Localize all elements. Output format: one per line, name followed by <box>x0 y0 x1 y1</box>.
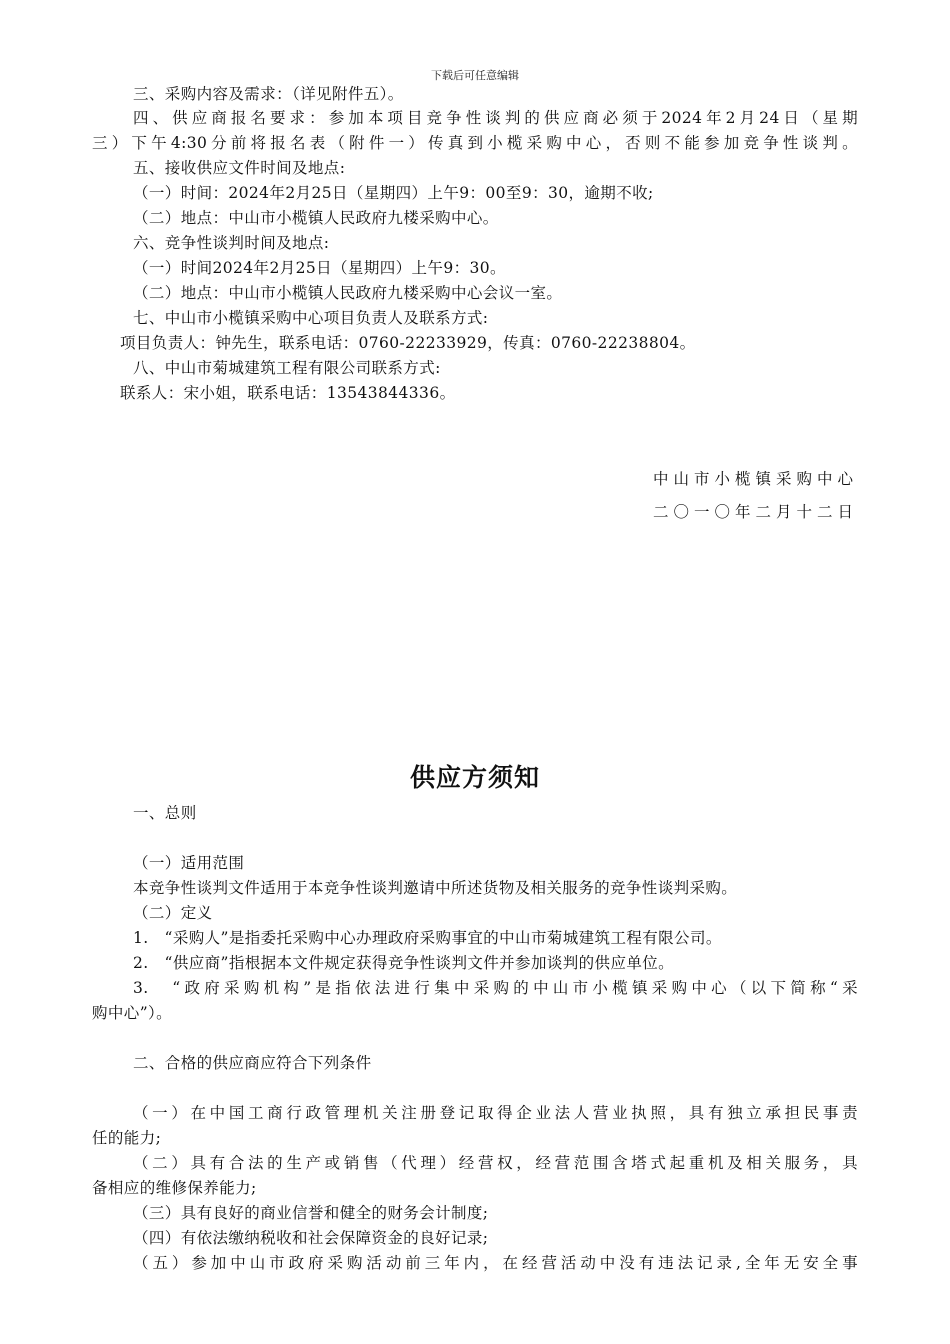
heading-qualifications: 二、合格的供应商应符合下列条件 <box>133 1054 372 1072</box>
para-line: （一）时间：2024年2月25日（星期四）上午9：00至9：30，逾期不收; <box>133 184 654 202</box>
header-note: 下载后可任意编辑 <box>431 69 519 82</box>
para-line: 购中心”）。 <box>92 1004 173 1022</box>
para-line: 1. “采购人”是指委托采购中心办理政府采购事宜的中山市菊城建筑工程有限公司。 <box>133 929 722 947</box>
para-line: （五）参加中山市政府采购活动前三年内，在经营活动中没有违法记录,全年无安全事 <box>133 1254 858 1272</box>
para-line: 本竞争性谈判文件适用于本竞争性谈判邀请中所述货物及相关服务的竞争性谈判采购。 <box>133 879 738 897</box>
para-line: 联系人：宋小姐，联系电话：13543844336。 <box>120 384 456 402</box>
para-line: （二）地点：中山市小榄镇人民政府九楼采购中心会议一室。 <box>133 284 563 302</box>
para-line: （一）在中国工商行政管理机关注册登记取得企业法人营业执照，具有独立承担民事责 <box>133 1104 858 1122</box>
para-line: 八、中山市菊城建筑工程有限公司联系方式: <box>133 359 441 377</box>
para-line: （一）时间2024年2月25日（星期四）上午9：30。 <box>133 259 506 277</box>
para-line: 备相应的维修保养能力; <box>92 1179 257 1197</box>
para-line: 2. “供应商”指根据本文件规定获得竞争性谈判文件并参加谈判的供应单位。 <box>133 954 675 972</box>
para-line: （三）具有良好的商业信誉和健全的财务会计制度; <box>133 1204 489 1222</box>
para-line: 五、接收供应文件时间及地点: <box>133 159 346 177</box>
para-line: 项目负责人：钟先生，联系电话：0760-22233929，传真：0760-22238804。 <box>120 334 696 352</box>
para-line: （四）有依法缴纳税收和社会保障资金的良好记录; <box>133 1229 489 1247</box>
para-line: （二）地点：中山市小榄镇人民政府九楼采购中心。 <box>133 209 499 227</box>
para-line: （二）定义 <box>133 904 213 922</box>
section-title: 供应方须知 <box>409 763 540 792</box>
para-line: 七、中山市小榄镇采购中心项目负责人及联系方式: <box>133 309 489 327</box>
para-line: （一）适用范围 <box>133 854 245 872</box>
para-line: 三）下午4:30分前将报名表（附件一）传真到小榄采购中心，否则不能参加竞争性谈判。 <box>92 134 858 152</box>
signature-date: 二〇一〇年二月十二日 <box>652 503 858 521</box>
para-line: （二）具有合法的生产或销售（代理）经营权，经营范围含塔式起重机及相关服务，具 <box>133 1154 858 1172</box>
para-line: 四、供应商报名要求：参加本项目竞争性谈判的供应商必须于2024年2月24日（星期 <box>133 109 858 127</box>
para-line: 六、竞争性谈判时间及地点: <box>133 234 330 252</box>
signature-org: 中山市小榄镇采购中心 <box>652 470 858 488</box>
heading-general: 一、总则 <box>133 804 197 822</box>
para-line: 三、采购内容及需求：（详见附件五）。 <box>133 85 404 103</box>
para-line: 3. “政府采购机构”是指依法进行集中采购的中山市小榄镇采购中心（以下简称“采 <box>133 979 858 997</box>
para-line: 任的能力; <box>92 1129 162 1147</box>
